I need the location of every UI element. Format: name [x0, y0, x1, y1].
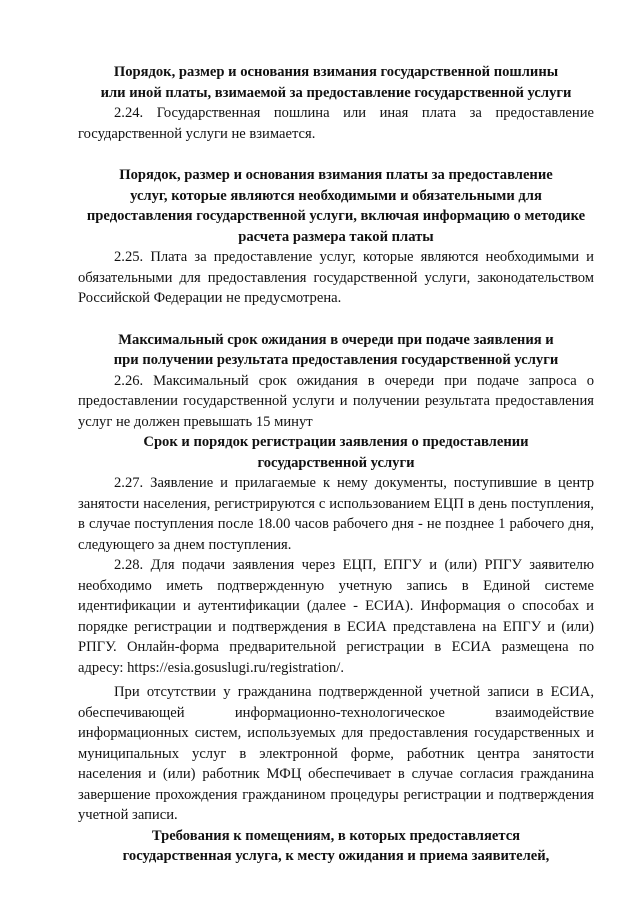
heading-line: услуг, которые являются необходимыми и обязательными для [130, 187, 542, 204]
paragraph-2-26: 2.26. Максимальный срок ожидания в очереди при подаче запроса о предоставлении государственной услуги и получении результата предоставления услуг не должен превышать 15 минут [78, 372, 594, 430]
section-premises-requirements [78, 826, 594, 867]
heading-line: Порядок, размер и основания взимания государственной пошлины [113, 64, 559, 80]
section-spacer [78, 144, 594, 165]
heading-line: Порядок, размер и основания взимания платы за предоставление [119, 167, 553, 183]
document-page [78, 62, 594, 867]
section-heading [78, 330, 594, 371]
heading-line: расчета размера такой платы [238, 228, 434, 245]
heading-line: при получении результата предоставления государственной услуги [113, 352, 559, 368]
heading-line: государственной услуги [257, 454, 415, 471]
section-state-fee [78, 62, 594, 144]
heading-line: Требования к помещениям, в которых предоставляется [151, 827, 521, 844]
heading-line: Срок и порядок регистрации заявления о предоставлении [143, 434, 529, 450]
section-heading [78, 432, 594, 473]
paragraph-2-24: 2.24. Государственная пошлина или иная плата за предоставление государственной услуги не взимается. [78, 105, 594, 142]
section-heading [78, 165, 594, 247]
heading-line: Максимальный срок ожидания в очереди при подаче заявления и [118, 331, 554, 348]
section-heading [78, 826, 594, 867]
heading-line: государственная услуга, к месту ожидания и приема заявителей, [122, 848, 550, 864]
heading-line: предоставления государственной услуги, включая информацию о методике [86, 208, 586, 224]
paragraph-2-27: 2.27. Заявление и прилагаемые к нему документы, поступившие в центр занятости населения, регистрируются с использованием ЕЦП в день поступления, в случае поступления после 18.00 часов рабочего дня - не позднее 1 рабочего дня, следующего за днем поступления. [78, 475, 594, 553]
paragraph-esia-no-account: При отсутствии у гражданина подтвержденной учетной записи в ЕСИА, обеспечивающей информационно-технологическое взаимодействие информационных систем, используемых для предоставления государственных и муниципальных услуг в электронной форме, работник центра занятости населения и (или) работник МФЦ обеспечивает в случае согласия гражданина завершение прохождения гражданином процедуры регистрации и подтверждения учетной записи. [78, 684, 594, 823]
paragraph-2-25: 2.25. Плата за предоставление услуг, которые являются необходимыми и обязательными для предоставления государственной услуги, законодательством Российской Федерации не предусмотрена. [78, 249, 594, 306]
section-heading [78, 62, 594, 103]
section-queue-time [78, 330, 594, 433]
paragraph-2-28: 2.28. Для подачи заявления через ЕЦП, ЕПГУ и (или) РПГУ заявителю необходимо иметь подтвержденную учетную запись в Единой системе идентификации и аутентификации (далее - ЕСИА). Информация о способах и порядке регистрации и подтверждения в ЕСИА представлена на ЕПГУ и (или) РПГУ. Онлайн-форма предварительной регистрации в ЕСИА размещена по адресу: https://esia.gosuslugi.ru/registration/. [78, 557, 594, 676]
section-registration [78, 432, 594, 826]
heading-line: или иной платы, взимаемой за предоставление государственной услуги [100, 84, 572, 101]
section-service-fee [78, 165, 594, 309]
section-spacer [78, 309, 594, 330]
